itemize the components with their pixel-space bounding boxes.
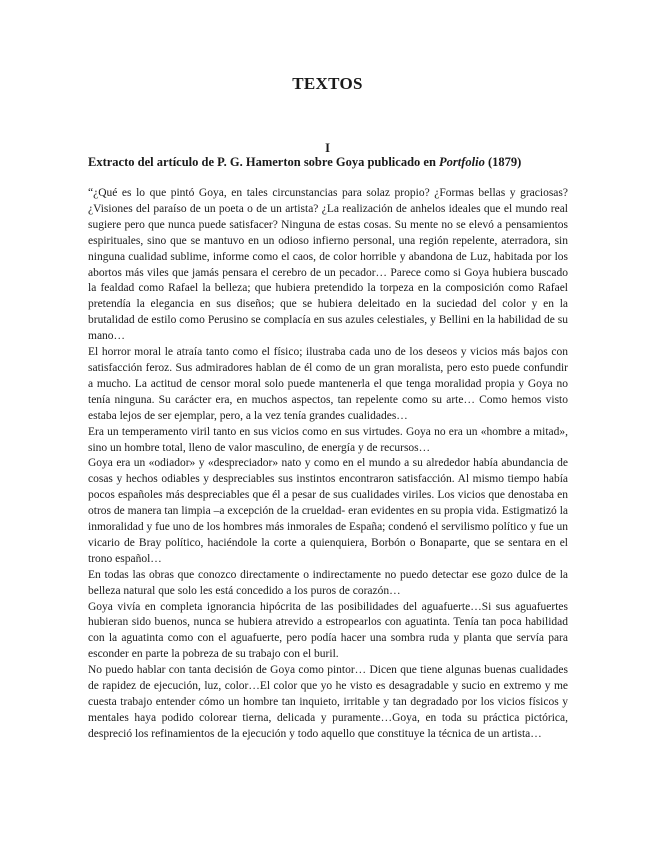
publication-name: Portfolio bbox=[439, 155, 485, 169]
paragraph: Goya era un «odiador» y «despreciador» nato y como en el mundo a su alrededor había abundancia de cosas y hechos odiables y despreciables sus instintos encontraron satisfacción. Al mismo tiempo había pocos españoles más despreciables que él a pesar de sus cualidades viriles. Los vicios que denostaba en otros de manera tan limpia –a excepción de la crueldad- eran evidentes en su propia vida. Estigmatizó la inmoralidad y fue uno de los hombres más inmorales de España; condenó el servilismo político y fue un vicario de Bray político, haciéndole la corte a quienquiera, Borbón o Bonaparte, que se sentara en el trono español… bbox=[88, 457, 568, 565]
paragraph: “¿Qué es lo que pintó Goya, en tales circunstancias para solaz propio? ¿Formas bellas y graciosas? ¿Visiones del paraíso de un poeta o de un artista? ¿La realización de anhelos ideales que el mundo real sugiere pero que nunca puede satisfacer? Ninguna de estas cosas. Su mente no se elevó a pensamientos espirituales, sino que se mantuvo en un odioso infierno personal, una región repelente, aterradora, sin ninguna cualidad sublime, informe como el caos, de color horrible y abandona de Luz, habitada por los abortos más viles que jamás pensara el cerebro de un pecador… Parece como si Goya hubiera buscado la fealdad como Rafael la belleza; que hubiera pretendido la torpeza en la composición como Rafael pretendía la elegancia en sus diseños; que se hubiera deleitado en la suciedad del color y en la brutalidad de estilo como Perusino se complacía en sus azules celestiales, y Bellini en la habilidad de su mano… bbox=[88, 187, 568, 343]
paragraph: Goya vivía en completa ignorancia hipócrita de las posibilidades del aguafuerte…Si sus aguafuertes hubieran sido buenos, nunca se hubiera atrevido a estropearlos con aguatinta. Tenía tan poca habilidad con la aguatinta como con el aguafuerte, pero podía hacer una sombra ruda y planta que servía para esconder en parte la pobreza de su trabajo con el buril. bbox=[88, 600, 568, 661]
section-number: I bbox=[325, 141, 330, 155]
paragraph: El horror moral le atraía tanto como el físico; ilustraba cada uno de los deseos y vicios más bajos con satisfacción feroz. Sus admiradores hablan de él como de un gran moralista, pero esto puede confundir a mucho. La actitud de censor moral solo puede mantenerla el que tenga moralidad propia y Goya no tenía ninguna. Su carácter era, en muchos aspectos, tan repelente como su arte… Como hemos visto estaba lejos de ser ejemplar, pero, a la vez tenía grandes cualidades… bbox=[88, 346, 568, 422]
heading-prefix: Extracto del artículo de P. G. Hamerton sobre Goya publicado en bbox=[88, 155, 440, 169]
paragraph: Era un temperamento viril tanto en sus vicios como en sus virtudes. Goya no era un «hombre a mitad», sino un hombre total, lleno de valor masculino, de energía y de recursos… bbox=[88, 425, 568, 454]
article-body bbox=[88, 186, 568, 743]
page-title: TEXTOS bbox=[292, 74, 363, 93]
section-heading bbox=[88, 155, 568, 170]
paragraph: En todas las obras que conozco directamente o indirectamente no puedo detectar ese gozo dulce de la belleza natural que solo les está concedido a los puros de corazón… bbox=[88, 568, 568, 597]
paragraph: No puedo hablar con tanta decisión de Goya como pintor… Dicen que tiene algunas buenas cualidades de rapidez de ejecución, luz, color…El color que yo he visto es desagradable y sucio en extremo y me cuesta trabajo entender cómo un hombre tan inquieto, irritable y tan degradado por los vicios físicos y mentales haya podido colorear tierna, delicada y puramente…Goya, en toda su práctica pictórica, despreció los refinamientos de la ejecución y todo aquello que constituye la técnica de un artista… bbox=[88, 664, 568, 740]
heading-suffix: (1879) bbox=[484, 155, 522, 169]
